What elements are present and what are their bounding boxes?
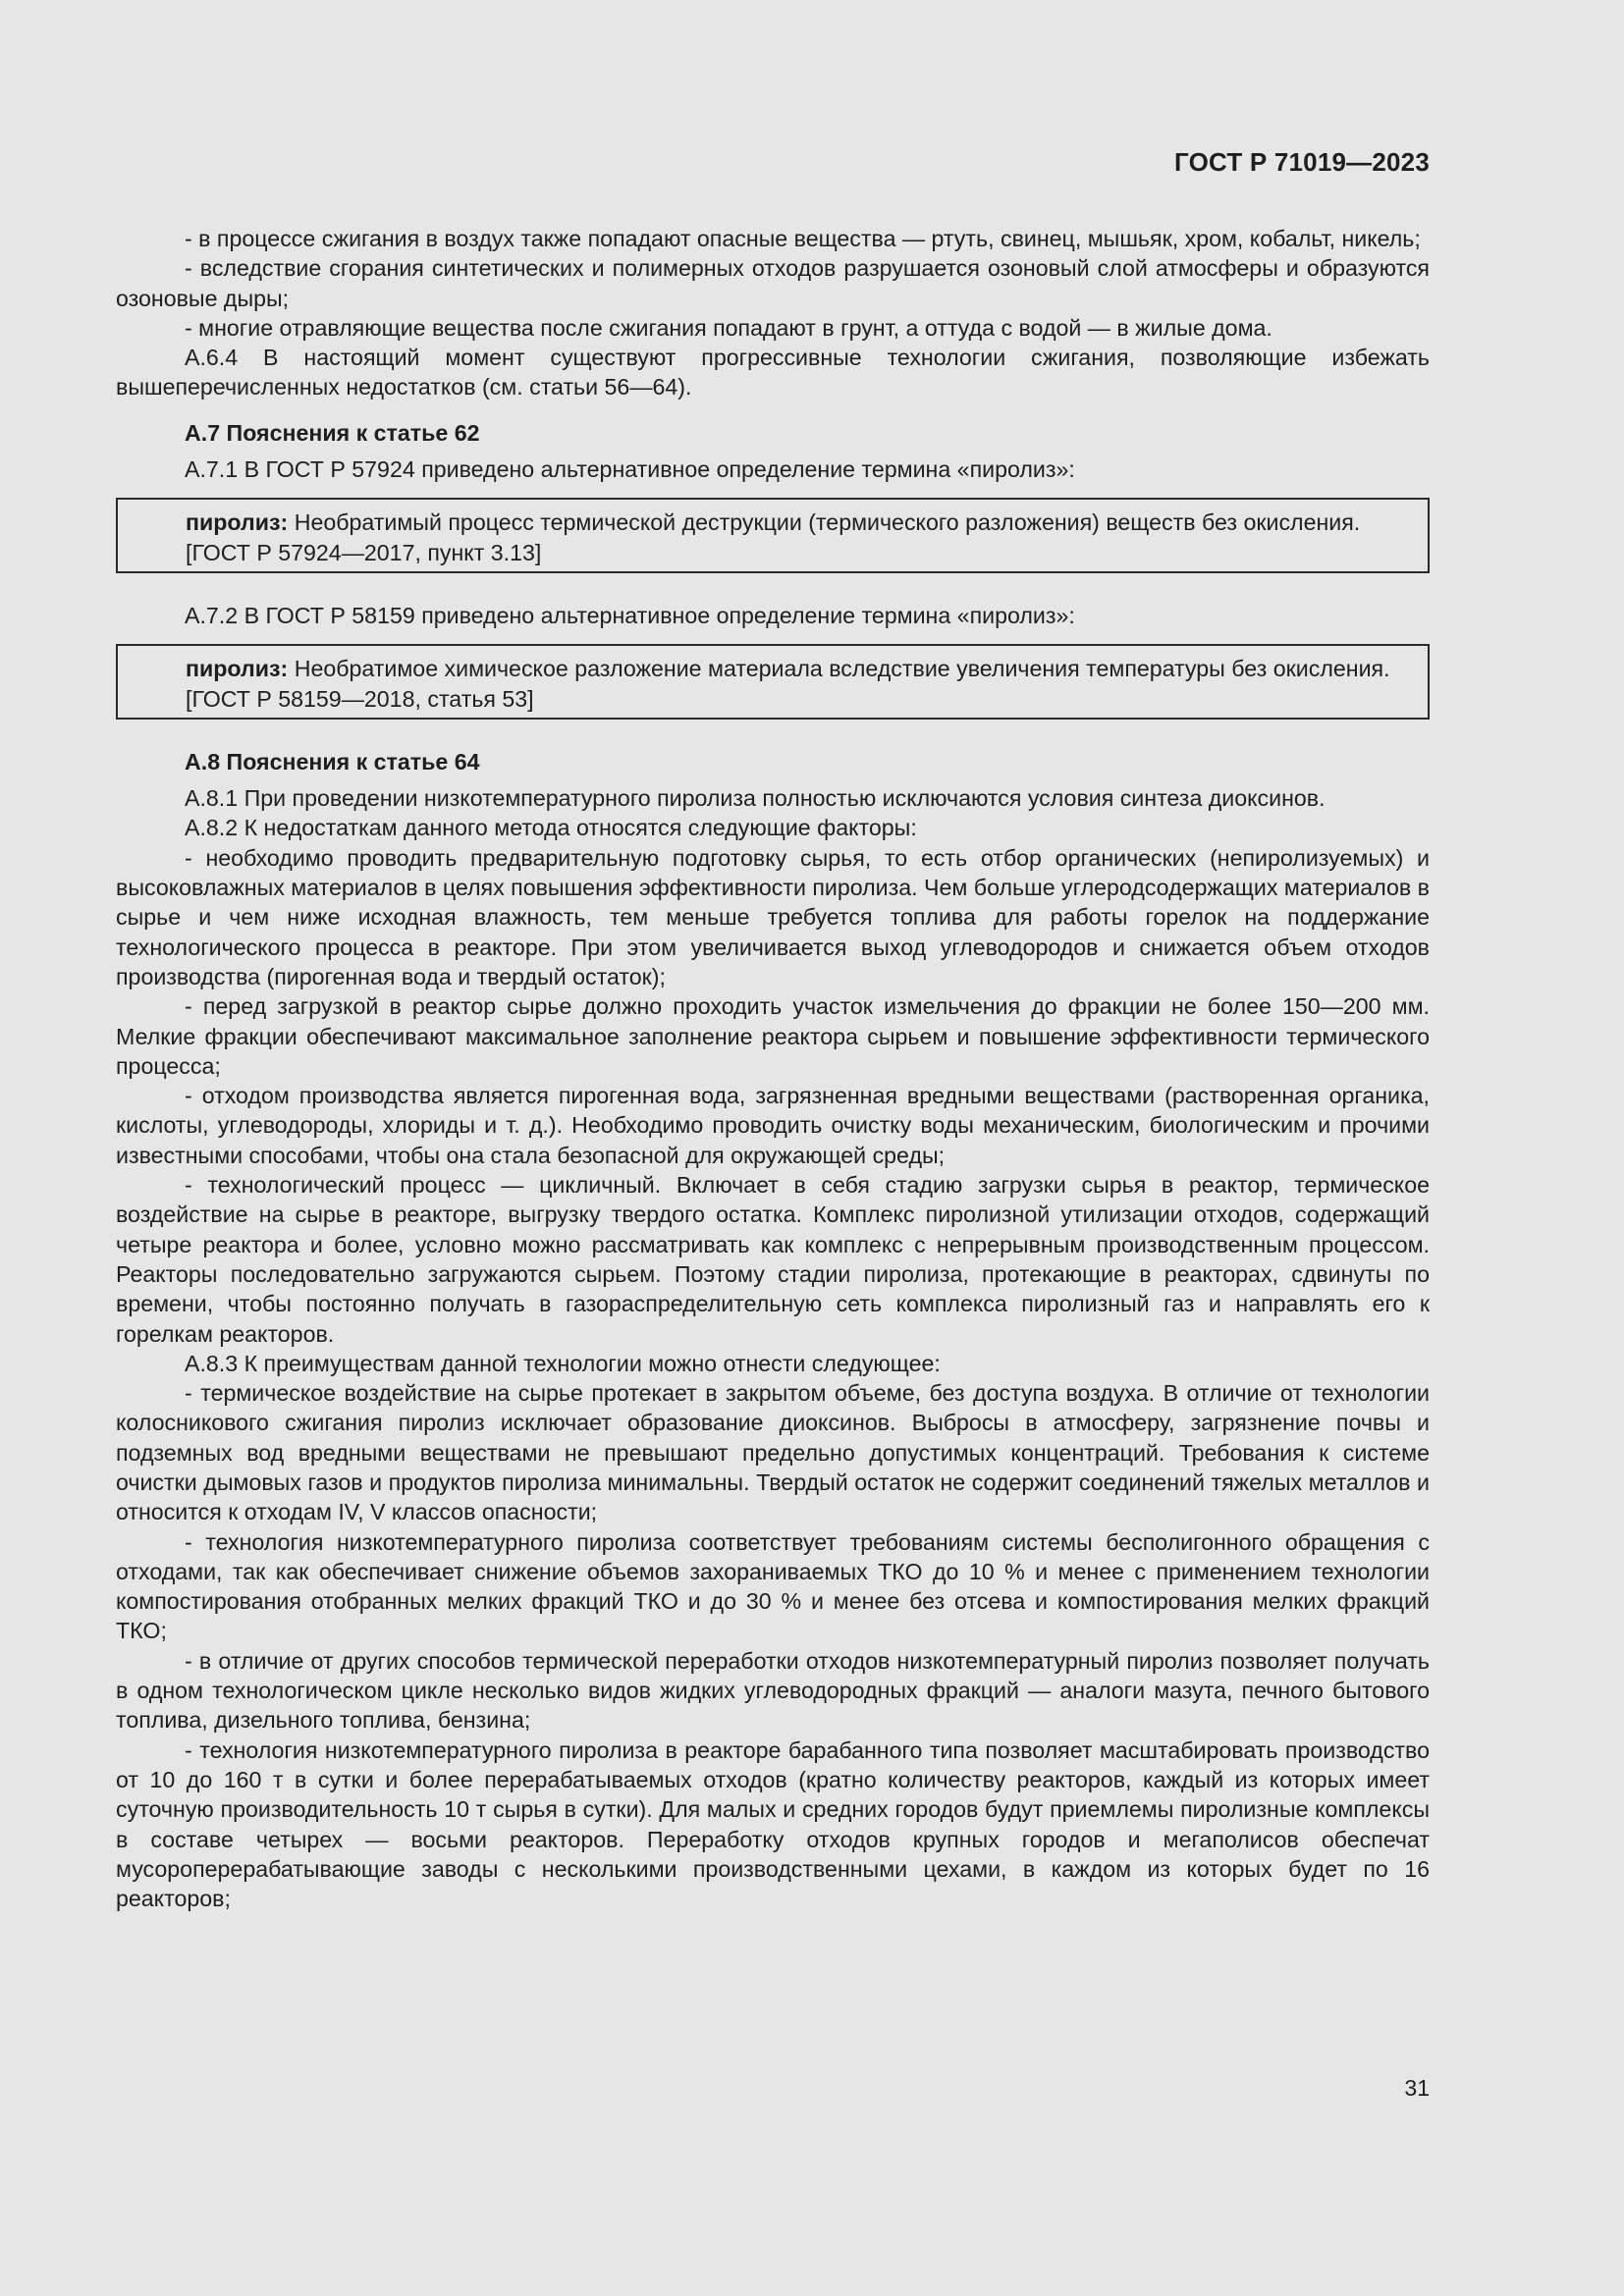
paragraph: А.8.3 К преимуществам данной технологии можно отнести следующее: — [185, 1350, 941, 1376]
definition-box-1 — [116, 498, 1430, 573]
page-number: 31 — [1404, 2075, 1430, 2101]
definition-box-2 — [116, 644, 1430, 720]
definition-body: Необратимый процесс термической деструкции (термического разложения) веществ без окисления. — [288, 509, 1361, 536]
paragraph: А.8.2 К недостаткам данного метода относятся следующие факторы: — [185, 815, 917, 841]
paragraph: - необходимо проводить предварительную подготовку сырья, то есть отбор органических (непиролизуемых) и высоковлажных материалов в целях повышения эффективности пиролиза. Чем больше углеродсодержащих материалов в сырье и чем ниже исходная влажность, тем меньше требуется топлива для работы горелок на поддержание технологического процесса в реакторе. При этом увеличивается выход углеводородов и снижается объем отходов производства (пирогенная вода и твердый остаток); — [116, 844, 1430, 989]
paragraph: - вследствие сгорания синтетических и полимерных отходов разрушается озоновый слой атмосферы и образуются озоновые дыры; — [116, 255, 1430, 311]
page-body — [116, 224, 1430, 1913]
paragraph: А.7.2 В ГОСТ Р 58159 приведено альтернативное определение термина «пиролиз»: — [185, 602, 1075, 628]
definition-text — [134, 654, 1412, 683]
paragraph: А.7.1 В ГОСТ Р 57924 приведено альтернативное определение термина «пиролиз»: — [185, 456, 1075, 483]
definition-text — [134, 507, 1412, 537]
paragraph: - в отличие от других способов термической переработки отходов низкотемпературный пиролиз позволяет получать в одном технологическом цикле несколько видов жидких углеводородных фракций — аналоги мазута, печного бытового топлива, дизельного топлива, бензина; — [116, 1647, 1430, 1734]
paragraph: А.8.1 При проведении низкотемпературного пиролиза полностью исключаются условия синтеза диоксинов. — [185, 785, 1326, 812]
section-heading-a7: А.7 Пояснения к статье 62 — [185, 419, 480, 446]
paragraph: - технологический процесс — цикличный. Включает в себя стадию загрузки сырья в реактор, термическое воздействие на сырье в реакторе, выгрузку твердого остатка. Комплекс пиролизной утилизации отходов, содержащий четыре реактора и более, условно можно рассматривать как комплекс с непрерывным производственным процессом. Реакторы последовательно загружаются сырьем. Поэтому стадии пиролиза, протекающие в реакторах, сдвинуты по времени, чтобы постоянно получать в газораспределительную сеть комплекса пиролизный газ и направлять его к горелкам реакторов. — [116, 1172, 1430, 1347]
paragraph: - перед загрузкой в реактор сырье должно проходить участок измельчения до фракции не более 150—200 мм. Мелкие фракции обеспечивают максимальное заполнение реактора сырьем и повышение эффективности термического процесса; — [116, 993, 1430, 1079]
paragraph: А.6.4 В настоящий момент существуют прогрессивные технологии сжигания, позволяющие избежать вышеперечисленных недостатков (см. статьи 56—64). — [116, 345, 1430, 400]
definition-source: [ГОСТ Р 58159—2018, статья 53] — [186, 685, 534, 712]
paragraph: - термическое воздействие на сырье протекает в закрытом объеме, без доступа воздуха. В отличие от технологии колосникового сжигания пиролиз исключает образование диоксинов. Выбросы в атмосферу, загрязнение почвы и подземных вод вредными веществами не превышают предельно допустимых концентраций. Требования к системе очистки дымовых газов и продуктов пиролиза минимальны. Твердый остаток не содержит соединений тяжелых металлов и относится к отходам IV, V классов опасности; — [116, 1380, 1430, 1525]
paragraph: - в процессе сжигания в воздух также попадают опасные вещества — ртуть, свинец, мышьяк, хром, кобальт, никель; — [185, 226, 1421, 251]
definition-body: Необратимое химическое разложение материала вследствие увеличения температуры без окисления. — [288, 656, 1390, 682]
paragraph: - многие отравляющие вещества после сжигания попадают в грунт, а оттуда с водой — в жилые дома. — [185, 314, 1272, 341]
paragraph: - технология низкотемпературного пиролиза в реакторе барабанного типа позволяет масштабировать производство от 10 до 160 т в сутки и более перерабатываемых отходов (кратно количеству реакторов, каждый из которых имеет суточную производительность 10 т сырья в сутки). Для малых и средних городов будут приемлемы пиролизные комплексы в составе четырех — восьми реакторов. Переработку отходов крупных городов и мегаполисов обеспечат мусороперерабатывающие заводы с несколькими производственными цехами, в каждом из которых будет по 16 реакторов; — [116, 1736, 1430, 1912]
definition-term: пиролиз: — [186, 509, 289, 536]
definition-term: пиролиз: — [186, 656, 289, 682]
definition-source: [ГОСТ Р 57924—2017, пункт 3.13] — [186, 539, 542, 565]
document-id-header: ГОСТ Р 71019—2023 — [1174, 147, 1430, 177]
section-heading-a8: А.8 Пояснения к статье 64 — [185, 748, 480, 774]
paragraph: - технология низкотемпературного пиролиза соответствует требованиям системы бесполигонного обращения с отходами, так как обеспечивает снижение объемов захораниваемых ТКО до 10 % и менее с применением технологии компостирования отобранных мелких фракций ТКО и до 30 % и менее без отсева и компостирования мелких фракций ТКО; — [116, 1528, 1430, 1644]
paragraph: - отходом производства является пирогенная вода, загрязненная вредными веществами (растворенная органика, кислоты, углеводороды, хлориды и т. д.). Необходимо проводить очистку воды механическим, биологическим и прочими известными способами, чтобы она стала безопасной для окружающей среды; — [116, 1083, 1430, 1168]
